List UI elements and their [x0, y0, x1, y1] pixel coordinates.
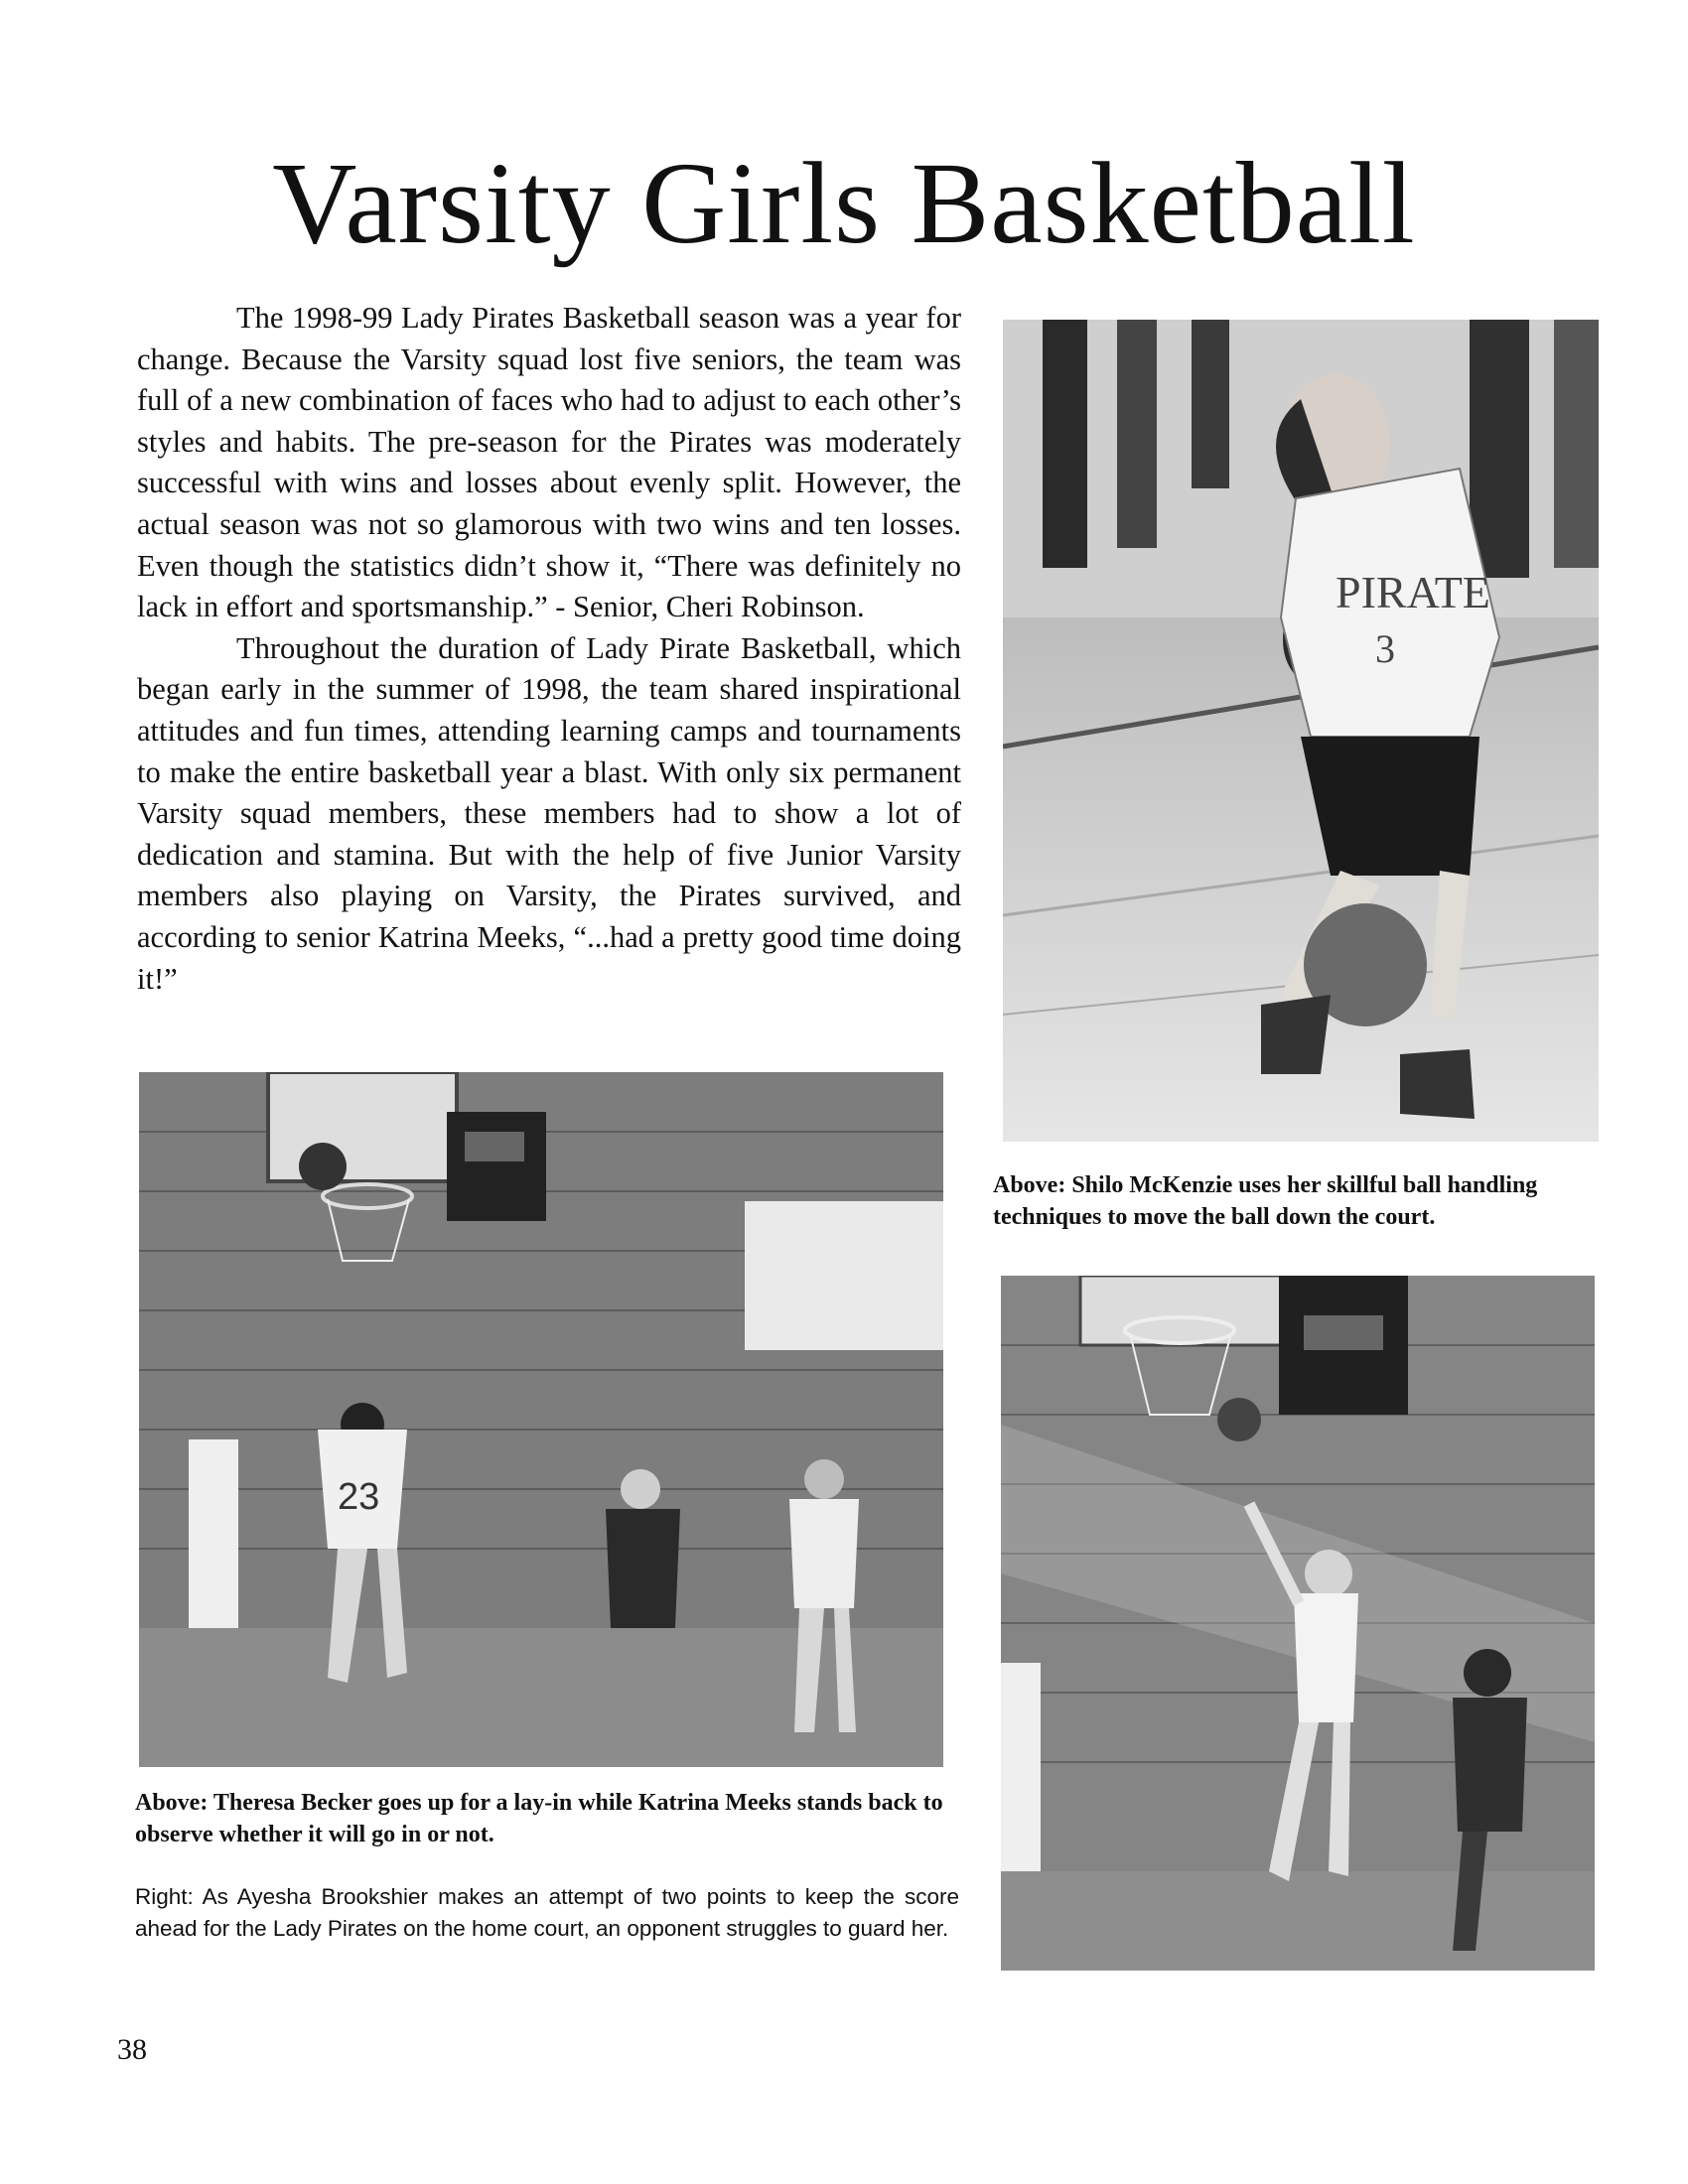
jersey-text: PIRATE: [1336, 567, 1490, 617]
layin-illustration: [139, 1072, 943, 1767]
photo-dribbling-player: [1003, 320, 1599, 1142]
article-body: [137, 298, 961, 1000]
jersey-number: 3: [1375, 626, 1395, 671]
article-paragraph: Throughout the duration of Lady Pirate Basketball, which began early in the summer of 1998, the team shared inspirational attitudes and fun times, attending learning camps and tournaments to make the entire basketball year a blast. With only six permanent Varsity squad members, these members had to show a lot of dedication and stamina. But with the help of five Junior Varsity members also playing on Varsity, the Pirates survived, and according to senior Katrina Meeks, “...had a pretty good time doing it!”: [137, 630, 961, 996]
caption-dribble-photo: Above: Shilo McKenzie uses her skillful ball handling techniques to move the ball down the court.: [993, 1172, 1538, 1230]
shot-illustration: [1001, 1276, 1595, 1971]
dribble-illustration: [1003, 320, 1599, 1142]
article-paragraph: The 1998-99 Lady Pirates Basketball season was a year for change. Because the Varsity squad lost five seniors, the team was full of a new combination of faces who had to adjust to each other’s styles and habits. The pre-season for the Pirates was moderately successful with wins and losses about evenly split. However, the actual season was not so glamorous with two wins and ten losses. Even though the statistics didn’t show it, “There was definitely no lack in effort and sportsmanship.” - Senior, Cheri Robinson.: [137, 301, 961, 624]
jersey-number: 23: [338, 1476, 380, 1518]
page-number: 38: [117, 2033, 147, 2066]
page-title: Varsity Girls Basketball: [272, 138, 1416, 268]
photo-layin: [139, 1072, 943, 1767]
caption-right-photo: Right: As Ayesha Brookshier makes an attempt of two points to keep the score ahead for the Lady Pirates on the home court, an opponent struggles to guard her.: [135, 1884, 959, 1941]
photo-shot-attempt: [1001, 1276, 1595, 1971]
caption-layin-photo: Above: Theresa Becker goes up for a lay-in while Katrina Meeks stands back to observe whether it will go in or not.: [135, 1790, 943, 1847]
